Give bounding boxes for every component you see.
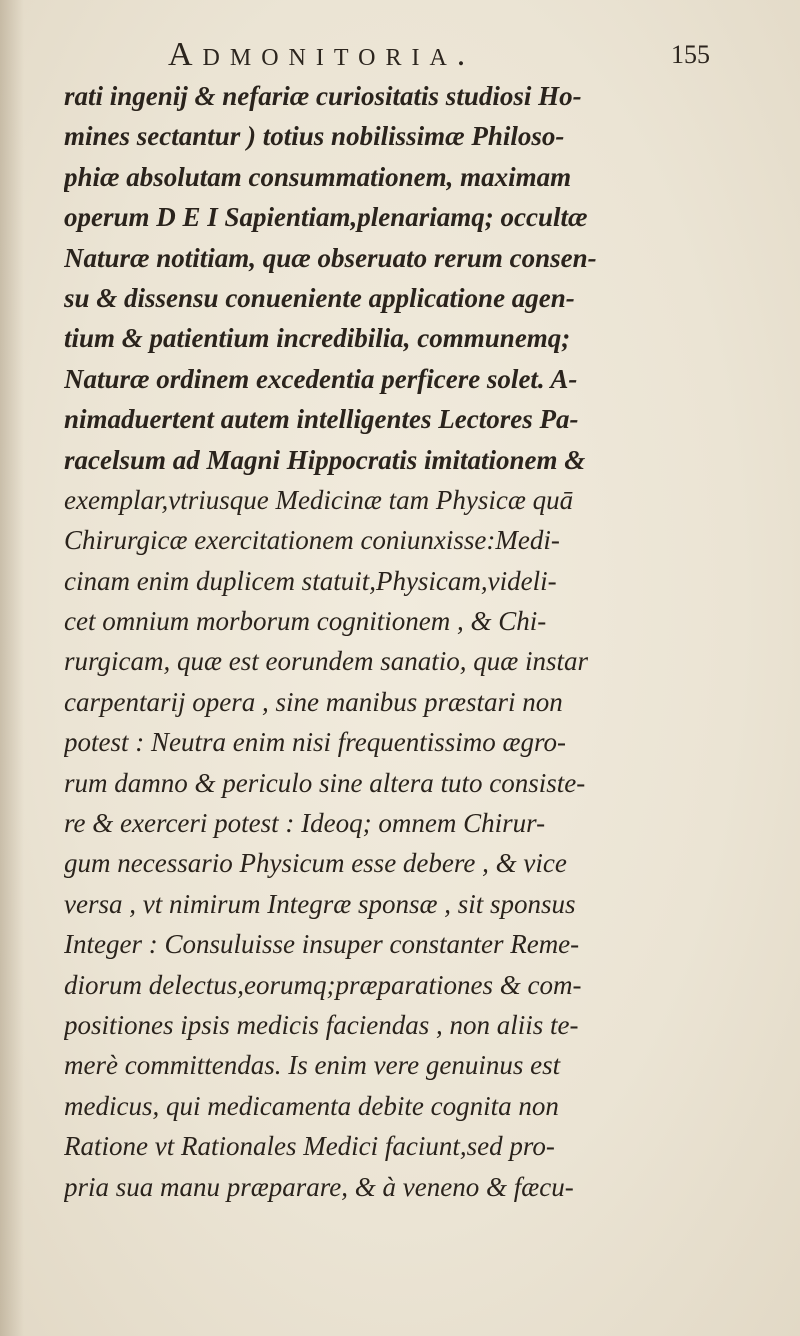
text-line: tium & patientium incredibilia, communemq; [64,323,571,354]
text-line: Ratione vt Rationales Medici faciunt,sed pro- [64,1131,555,1162]
gutter-shadow [0,0,24,1336]
text-line: medicus, qui medicamenta debite cognita non [64,1090,559,1121]
text-line: mines sectantur ) totius nobilissimæ Philoso- [64,121,565,152]
text-line: su & dissensu conueniente applicatione agen- [64,282,575,313]
text-line: Naturæ notitiam, quæ obseruato rerum consen- [64,242,597,273]
text-line: cet omnium morborum cognitionem , & Chi- [64,606,547,637]
text-line: Naturæ ordinem excedentia perficere solet. A- [64,363,578,394]
text-line: cinam enim duplicem statuit,Physicam,videli- [64,565,557,596]
page-number: 155 [671,40,710,69]
text-line: operum D E I Sapientiam,plenariamq; occultæ [64,202,588,233]
text-line: exemplar,vtriusque Medicinæ tam Physicæ quā [64,484,574,515]
text-line: nimaduertent autem intelligentes Lectores Pa- [64,404,579,435]
text-line: rati ingenij & nefariæ curiositatis studiosi Ho- [64,81,582,111]
text-line: Chirurgicæ exercitationem coniunxisse:Medi- [64,525,560,556]
page-header [150,36,710,76]
text-line: rurgicam, quæ est eorundem sanatio, quæ instar [64,646,589,677]
text-line: diorum delectus,eorumq;præparationes & com- [64,969,582,1000]
body-text [64,76,744,1207]
text-line: re & exerceri potest : Ideoq; omnem Chirur- [64,808,546,839]
text-line: pria sua manu præparare, & à veneno & fæcu- [64,1171,574,1202]
text-line: gum necessario Physicum esse debere , & vice [64,848,567,879]
running-head: Admonitoria. [168,36,476,73]
text-line: racelsum ad Magni Hippocratis imitationem & [64,444,586,475]
text-line: positiones ipsis medicis faciendas , non aliis te- [64,1009,579,1040]
text-line: rum damno & periculo sine altera tuto consiste- [64,767,586,798]
text-line: phiæ absolutam consummationem, maximam [64,161,572,192]
text-line: carpentarij opera , sine manibus præstari non [64,686,563,717]
text-line: versa , vt nimirum Integræ sponsæ , sit sponsus [64,888,576,919]
text-line: merè committendas. Is enim vere genuinus est [64,1050,561,1081]
text-line: Integer : Consuluisse insuper constanter Reme- [64,929,580,960]
text-line: potest : Neutra enim nisi frequentissimo ægro- [64,727,566,758]
